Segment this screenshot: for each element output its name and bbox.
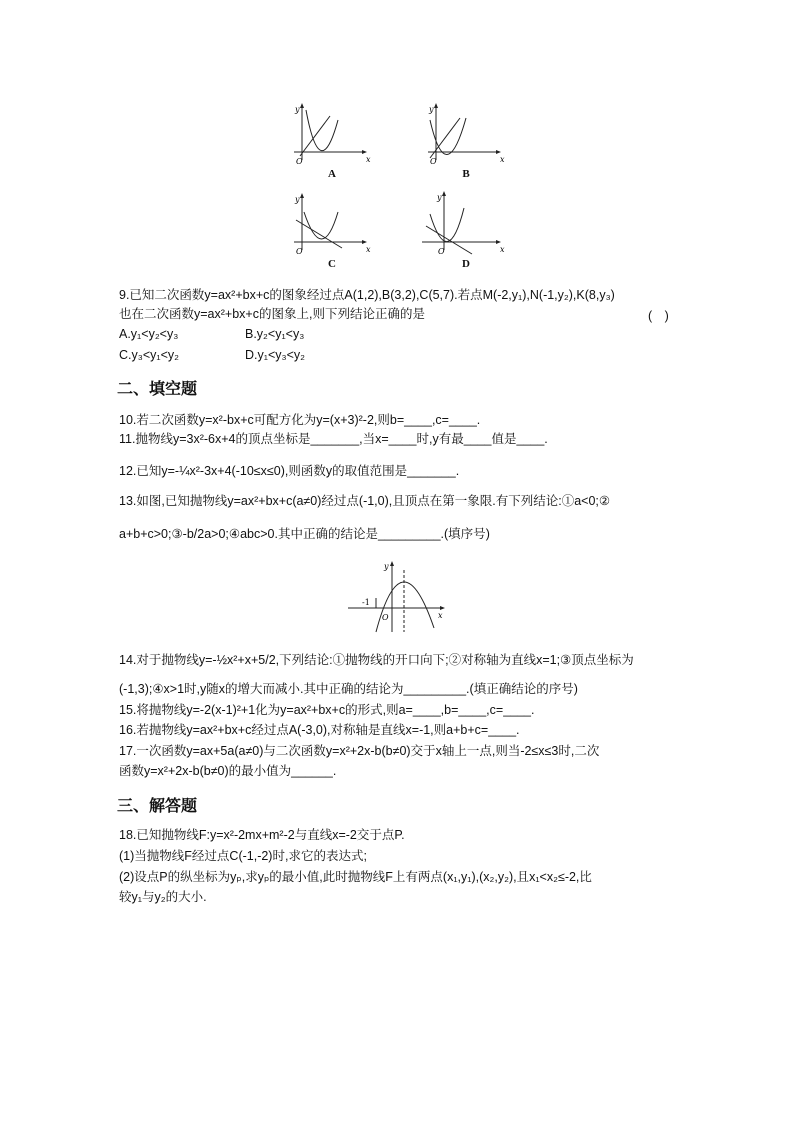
graph-d-y: y: [437, 193, 442, 202]
q18-line3: (2)设点P的纵坐标为yₚ,求yₚ的最小值,此时抛物线F上有两点(x₁,y₁),(x₂,y₂),且x₁<x₂≤-2,比: [119, 870, 592, 884]
q13-line2: a+b+c>0;③-b/2a>0;④abc>0.其中正确的结论是_________.(填序号): [119, 527, 490, 541]
fig13-tick: -1: [362, 598, 370, 607]
q13-figure: [346, 560, 446, 636]
graph-c-origin: O: [296, 247, 303, 256]
q12: 12.已知y=-¼x²-3x+4(-10≤x≤0),则函数y的取值范围是_______.: [119, 464, 460, 478]
graph-c-label: C: [328, 258, 336, 270]
graph-c-y: y: [295, 195, 300, 204]
graph-c: [282, 188, 382, 276]
graph-b-label: B: [462, 168, 470, 180]
q14-line1: 14.对于抛物线y=-½x²+x+5/2,下列结论:①抛物线的开口向下;②对称轴为直线x=1;③顶点坐标为: [119, 653, 634, 667]
q17-line1: 17.一次函数y=ax+5a(a≠0)与二次函数y=x²+2x-b(b≠0)交于x轴上一点,则当-2≤x≤3时,二次: [119, 744, 600, 758]
q9-answer-paren: ( ): [648, 309, 669, 323]
q9-line2: 也在二次函数y=ax²+bx+c的图象上,则下列结论正确的是: [119, 307, 425, 321]
graph-b: [416, 98, 516, 186]
q17-line2: 函数y=x²+2x-b(b≠0)的最小值为______.: [119, 764, 337, 778]
q9-option-a: A.y₁<y₂<y₃: [119, 327, 179, 341]
q11: 11.抛物线y=3x²-6x+4的顶点坐标是_______,当x=____时,y有最____值是____.: [119, 432, 548, 446]
q16: 16.若抛物线y=ax²+bx+c经过点A(-3,0),对称轴是直线x=-1,则a+b+c=____.: [119, 723, 520, 737]
graph-a: [282, 98, 382, 186]
q8-graph-grid: [282, 98, 522, 276]
graph-b-y: y: [429, 105, 434, 114]
section-answer-title: 三、解答题: [117, 796, 198, 815]
q18-line2: (1)当抛物线F经过点C(-1,-2)时,求它的表达式;: [119, 849, 367, 863]
fig13-y: y: [384, 562, 389, 571]
q18-line4: 较y₁与y₂的大小.: [119, 890, 207, 904]
graph-d: [416, 188, 516, 276]
q18-line1: 18.已知抛物线F:y=x²-2mx+m²-2与直线x=-2交于点P.: [119, 828, 405, 842]
graph-d-origin: O: [438, 247, 445, 256]
section-fill-blank-title: 二、填空题: [117, 379, 198, 398]
graph-a-label: A: [328, 168, 336, 180]
q14-line2: (-1,3);④x>1时,y随x的增大而减小.其中正确的结论为_________.(填正确结论的序号): [119, 682, 578, 696]
q10: 10.若二次函数y=x²-bx+c可配方化为y=(x+3)²-2,则b=____,c=____.: [119, 413, 481, 427]
graph-b-x: x: [500, 155, 505, 164]
graph-c-x: x: [366, 245, 371, 254]
q9-option-b: B.y₂<y₁<y₃: [245, 327, 305, 341]
graph-d-label: D: [462, 258, 470, 270]
q9-option-d: D.y₁<y₃<y₂: [245, 348, 306, 362]
q9-option-c: C.y₃<y₁<y₂: [119, 348, 180, 362]
q13-line1: 13.如图,已知抛物线y=ax²+bx+c(a≠0)经过点(-1,0),且顶点在第一象限.有下列结论:①a<0;②: [119, 494, 611, 508]
graph-a-x: x: [366, 155, 371, 164]
graph-a-y: y: [295, 105, 300, 114]
fig13-origin: O: [382, 613, 389, 622]
graph-a-origin: O: [296, 157, 303, 166]
graph-b-origin: O: [430, 157, 437, 166]
q9-line1: 9.已知二次函数y=ax²+bx+c的图象经过点A(1,2),B(3,2),C(5,7).若点M(-2,y₁),N(-1,y₂),K(8,y₃): [119, 288, 615, 302]
graph-d-x: x: [500, 245, 505, 254]
fig13-x: x: [438, 611, 443, 620]
q15: 15.将抛物线y=-2(x-1)²+1化为y=ax²+bx+c的形式,则a=____,b=____,c=____.: [119, 703, 535, 717]
